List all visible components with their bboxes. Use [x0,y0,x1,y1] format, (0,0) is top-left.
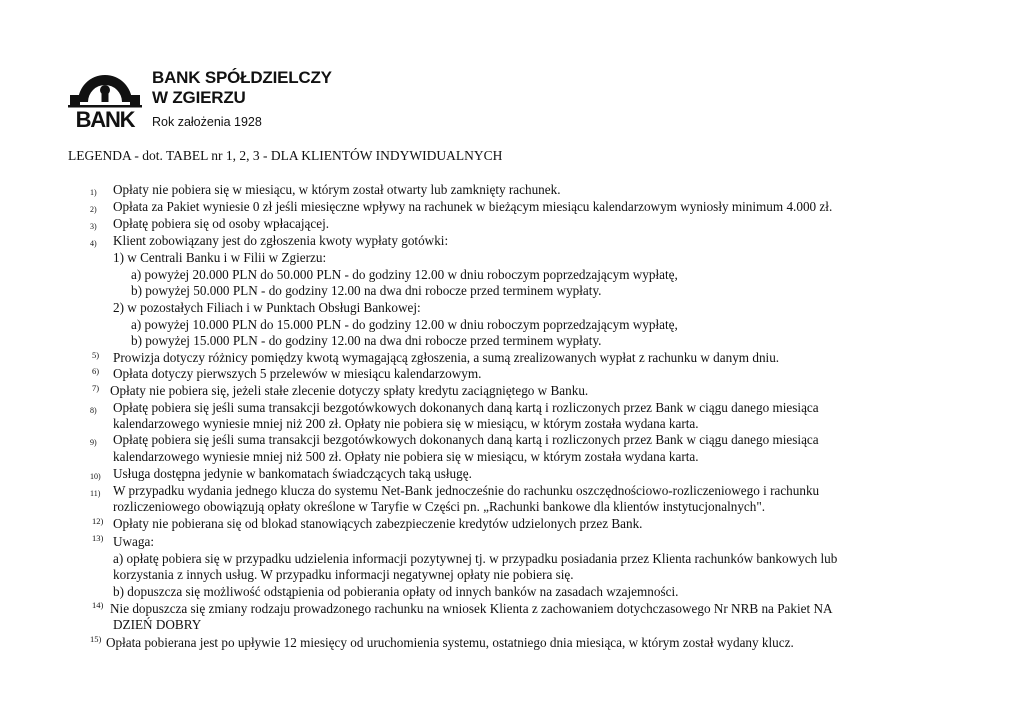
note-text: b) powyżej 50.000 PLN - do godziny 12.00 na dwa dni robocze przed terminem wypłaty. [131,283,602,298]
note-number: 6) [92,366,100,376]
legend-title: LEGENDA - dot. TABEL nr 1, 2, 3 - DLA KLIENTÓW INDYWIDUALNYCH [68,148,503,163]
founded-year: Rok założenia 1928 [152,115,262,129]
note-text: korzystania z innych usług. W przypadku informacji negatywnej opłaty nie pobiera się. [113,567,574,582]
logo-text: BANK [75,107,135,128]
note-number: 4) [90,239,97,248]
note-text: Klient zobowiązany jest do zgłoszenia kwoty wypłaty gotówki: [113,233,449,248]
note-number: 1) [90,188,97,197]
note-text: Opłatę pobiera się od osoby wpłacającej. [113,216,330,231]
note-text: b) powyżej 15.000 PLN - do godziny 12.00 na dwa dni robocze przed terminem wypłaty. [131,333,602,348]
note-number: 7) [92,383,100,393]
note-text: Usługa dostępna jedynie w bankomatach świadczących taką usługę. [113,466,472,481]
note-text: Nie dopuszcza się zmiany rodzaju prowadzonego rachunku na wniosek Klienta z zachowaniem dotychczasowego Nr NRB na Pakiet NA [110,601,833,616]
bank-name-line2: W ZGIERZU [152,88,246,107]
note-text: Opłatę pobiera się jeśli suma transakcji bezgotówkowych dokonanych daną kartą i rozliczonych przez Bank w ciągu danego miesiąca [113,400,819,415]
note-text: Uwaga: [113,534,155,549]
note-number: 13) [92,533,104,543]
note-number: 10) [90,472,101,481]
note-text: 1) w Centrali Banku i w Filii w Zgierzu: [113,250,327,265]
note-text: a) opłatę pobiera się w przypadku udzielenia informacji pozytywnej tj. w przypadku posiadania przez Klienta rachunków bankowych lub [113,551,838,566]
note-text: a) powyżej 20.000 PLN do 50.000 PLN - do godziny 12.00 w dniu roboczym poprzedzającym wypłatę, [131,267,678,282]
note-number: 5) [92,350,100,360]
note-text: Prowizja dotyczy różnicy pomiędzy kwotą wymagającą zgłoszenia, a sumą zrealizowanych wypłat z rachunku w danym dniu. [113,350,780,365]
note-number: 15) [90,634,102,644]
note-text: Opłatę pobiera się jeśli suma transakcji bezgotówkowych dokonanych daną kartą i rozliczonych przez Bank w ciągu danego miesiąca [113,432,819,447]
note-number: 9) [90,438,97,447]
note-text: Opłaty nie pobiera się w miesiącu, w którym został otwarty lub zamknięty rachunek. [113,182,561,197]
note-text: DZIEŃ DOBRY [113,617,202,632]
note-number: 11) [90,489,101,498]
note-text: b) dopuszcza się możliwość odstąpienia od pobierania opłaty od innych banków na zasadach wzajemności. [113,584,679,599]
note-text: kalendarzowego wyniesie mniej niż 500 zł. Opłaty nie pobiera się w miesiącu, w którym została wydana karta. [113,449,699,464]
note-text: a) powyżej 10.000 PLN do 15.000 PLN - do godziny 12.00 w dniu roboczym poprzedzającym wypłatę, [131,317,678,332]
note-text: kalendarzowego wyniesie mniej niż 200 zł. Opłaty nie pobiera się w miesiącu, w którym została wydana karta. [113,416,699,431]
bank-name-line1: BANK SPÓŁDZIELCZY [152,68,332,87]
note-text: Opłaty nie pobiera się, jeżeli stałe zlecenie dotyczy spłaty kredytu zaciągniętego w Banku. [110,383,589,398]
bank-name [152,68,332,108]
note-number: 14) [92,600,104,610]
note-text: Opłata za Pakiet wyniesie 0 zł jeśli miesięczne wpływy na rachunek w bieżącym miesiącu kalendarzowym wyniosły minimum 4.000 zł. [113,199,833,214]
note-text: Opłata dotyczy pierwszych 5 przelewów w miesiącu kalendarzowym. [113,366,482,381]
note-text: 2) w pozostałych Filiach i w Punktach Obsługi Bankowej: [113,300,421,315]
note-text: rozliczeniowego obowiązują opłaty określone w Taryfie w Części pn. „Rachunki bankowe dla klientów instytucjonalnych". [113,499,766,514]
note-text: Opłata pobierana jest po upływie 12 miesięcy od uruchomienia systemu, ostatniego dnia miesiąca, w którym został wydany klucz. [106,635,794,650]
note-text: W przypadku wydania jednego klucza do systemu Net-Bank jednocześnie do rachunku oszczędnościowo-rozliczeniowego i rachunku [113,483,820,498]
note-number: 2) [90,205,97,214]
note-text: Opłaty nie pobierana się od blokad stanowiących zabezpieczenie kredytów udzielonych przez Bank. [113,516,643,531]
note-number: 8) [90,406,97,415]
note-number: 3) [90,222,97,231]
bank-logo [68,68,142,128]
note-number: 12) [92,516,104,526]
